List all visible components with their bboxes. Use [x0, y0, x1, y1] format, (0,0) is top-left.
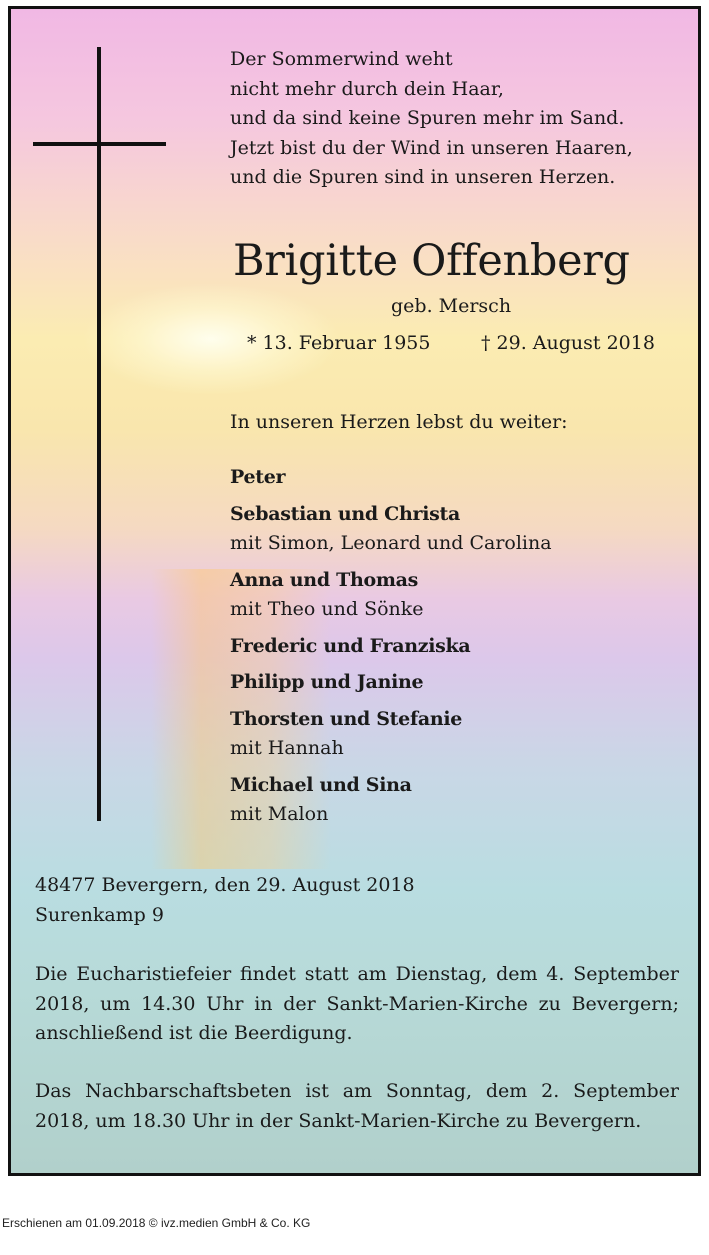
mass-announcement: Die Eucharistiefeier findet statt am Dienstag, dem 4. September 2018, um 14.30 Uhr in der Sankt-Marien-Kirche zu Bevergern; anschließend ist die Beerdigung.: [35, 963, 679, 1045]
poem-line: Der Sommerwind weht: [230, 48, 453, 70]
mourner-name: Sebastian und Christa: [230, 502, 461, 525]
mourner-entry: [230, 632, 552, 662]
mourner-entry: [230, 668, 552, 698]
mourners-intro: In unseren Herzen lebst du weiter:: [230, 411, 568, 433]
mourner-name: Frederic und Franziska: [230, 634, 471, 657]
mourner-note: mit Simon, Leonard und Carolina: [230, 532, 552, 554]
poem: [230, 45, 633, 193]
cross-icon: [97, 47, 101, 821]
poem-line: und die Spuren sind in unseren Herzen.: [230, 166, 616, 189]
mourner-name: Thorsten und Stefanie: [230, 707, 463, 730]
place-date: 48477 Bevergern, den 29. August 2018: [35, 874, 415, 896]
birth-date: * 13. Februar 1955: [247, 332, 431, 354]
poem-line: und da sind keine Spuren mehr im Sand.: [230, 107, 625, 130]
obituary-card: [8, 6, 701, 1176]
mourner-entry: [230, 500, 552, 559]
mourner-entry: [230, 566, 552, 625]
mourners-list: [230, 463, 552, 837]
cross-icon-crossbar: [33, 142, 166, 146]
mourner-entry: [230, 771, 552, 830]
mourner-entry: [230, 463, 552, 493]
mourner-name: Anna und Thomas: [230, 568, 419, 591]
maiden-name: geb. Mersch: [391, 295, 512, 317]
death-date: † 29. August 2018: [481, 332, 655, 354]
mourner-note: mit Theo und Sönke: [230, 598, 424, 620]
poem-line: nicht mehr durch dein Haar,: [230, 77, 504, 100]
address-block: [35, 871, 415, 930]
deceased-name: Brigitte Offenberg: [233, 236, 630, 286]
mourner-note: mit Malon: [230, 803, 329, 825]
mourner-name: Philipp und Janine: [230, 671, 424, 693]
poem-line: Jetzt bist du der Wind in unseren Haaren,: [230, 136, 633, 159]
publication-footer: Erschienen am 01.09.2018 © ivz.medien GmbH & Co. KG: [2, 1216, 311, 1230]
mourner-entry: [230, 705, 552, 764]
mourner-note: mit Hannah: [230, 737, 344, 759]
street-address: Surenkamp 9: [35, 903, 164, 926]
mourner-name: Michael und Sina: [230, 773, 412, 796]
mourner-name: Peter: [230, 466, 286, 488]
prayer-announcement: Das Nachbarschaftsbeten ist am Sonntag, dem 2. September 2018, um 18.30 Uhr in der Sankt-Marien-Kirche zu Bevergern.: [35, 1080, 679, 1132]
